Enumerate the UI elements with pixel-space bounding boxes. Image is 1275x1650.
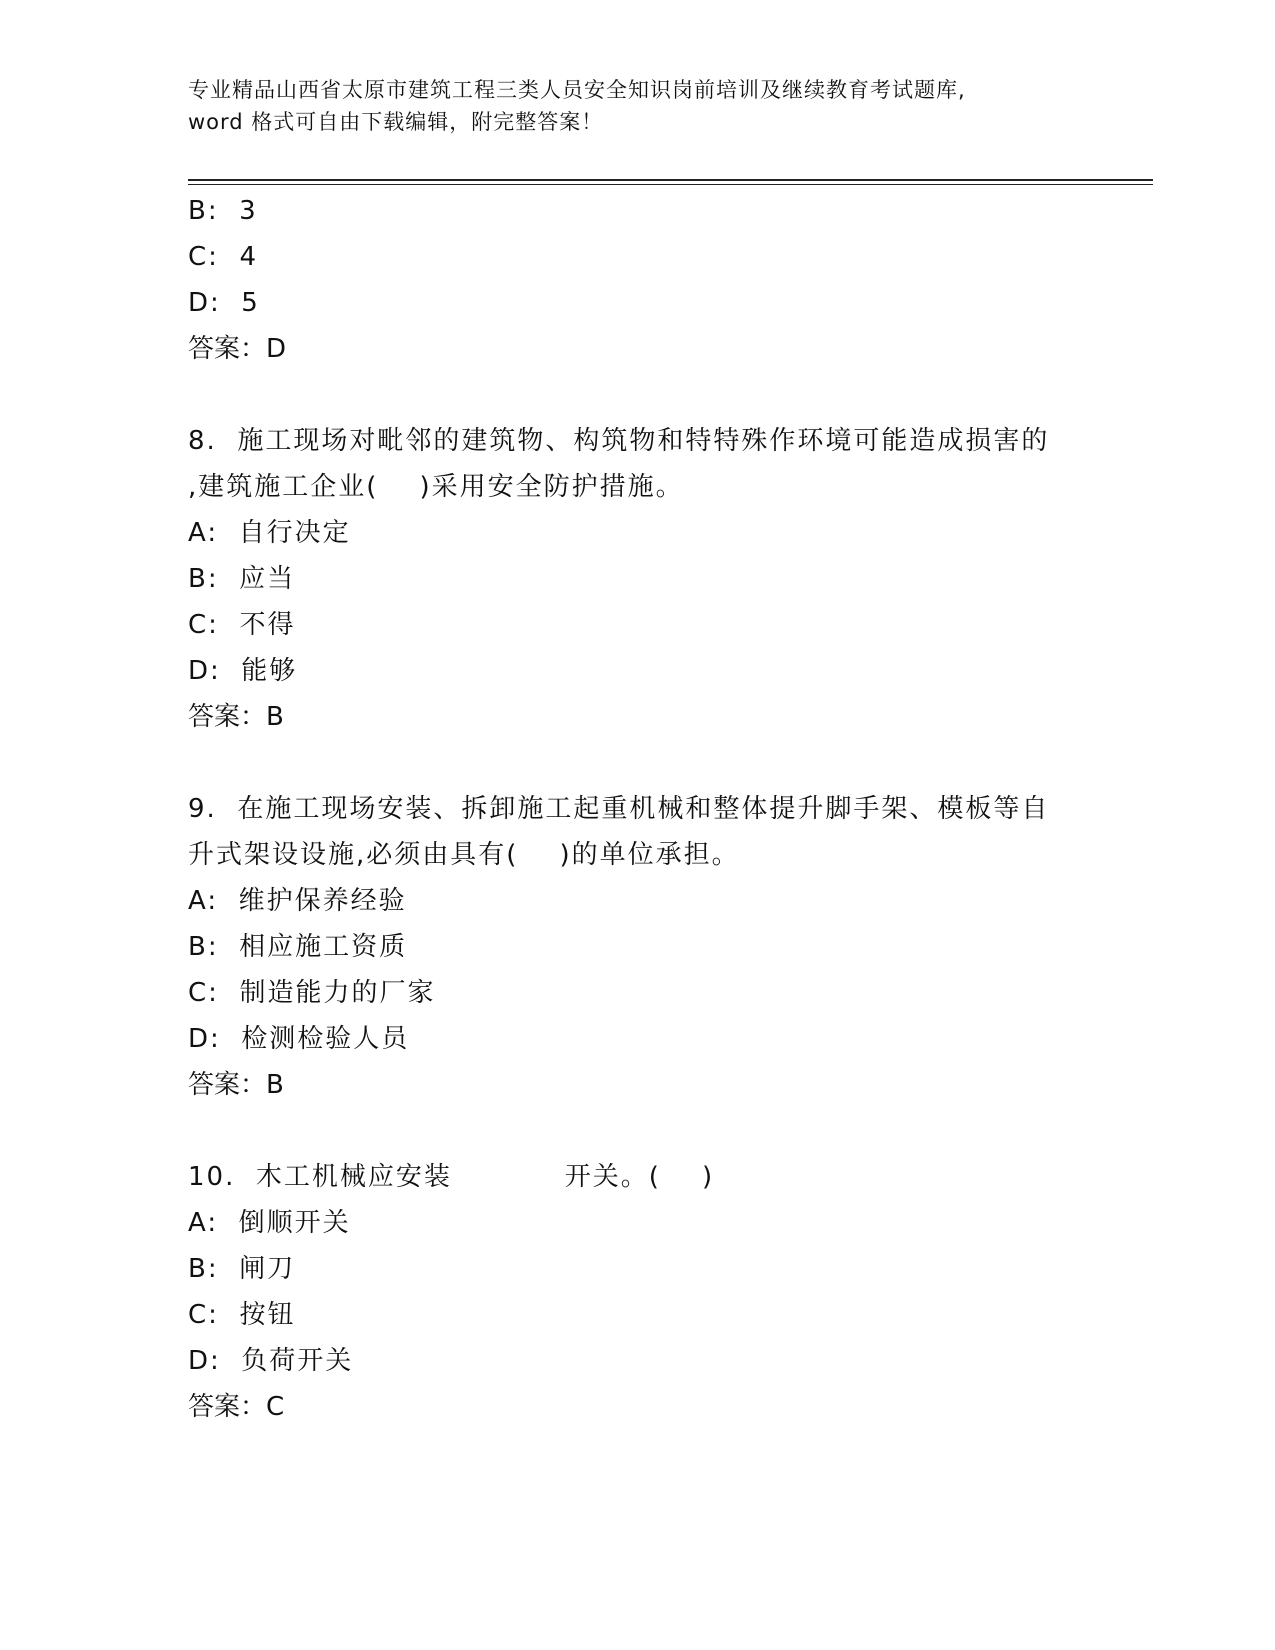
- question-text-cont: ,建筑施工企业( )采用安全防护措施。: [188, 472, 684, 502]
- option-b: B: 闸刀: [188, 1254, 296, 1284]
- document-header: [188, 74, 1088, 138]
- question-text: 9. 在施工现场安装、拆卸施工起重机械和整体提升脚手架、模板等自: [188, 794, 1050, 824]
- question-7: [188, 188, 1088, 372]
- question-text: 10. 木工机械应安装 开关。( ): [188, 1162, 715, 1192]
- option-a: A: 倒顺开关: [188, 1208, 351, 1238]
- option-c: C: 不得: [188, 610, 296, 640]
- option-b: B: 相应施工资质: [188, 932, 408, 962]
- question-10: [188, 1154, 1088, 1430]
- question-text-cont: 升式架设设施,必须由具有( )的单位承担。: [188, 840, 740, 870]
- header-divider-thin: [188, 184, 1153, 185]
- question-9: [188, 786, 1088, 1108]
- option-b: B: 应当: [188, 564, 296, 594]
- option-d: D: 5: [188, 288, 260, 318]
- option-c: C: 按钮: [188, 1300, 296, 1330]
- answer-label: 答案：B: [188, 702, 284, 732]
- option-a: A: 自行决定: [188, 518, 351, 548]
- question-8: [188, 418, 1088, 740]
- header-line-1: 专业精品山西省太原市建筑工程三类人员安全知识岗前培训及继续教育考试题库,: [188, 78, 966, 102]
- option-a: A: 维护保养经验: [188, 886, 407, 916]
- question-list: [188, 188, 1088, 1430]
- answer-label: 答案：D: [188, 334, 287, 364]
- header-divider: [188, 179, 1153, 181]
- option-d: D: 检测检验人员: [188, 1024, 410, 1054]
- spacer: [188, 1108, 1088, 1154]
- spacer: [188, 372, 1088, 418]
- spacer: [188, 740, 1088, 786]
- answer-label: 答案：B: [188, 1070, 284, 1100]
- answer-label: 答案：C: [188, 1392, 285, 1422]
- option-d: D: 能够: [188, 656, 298, 686]
- option-d: D: 负荷开关: [188, 1346, 354, 1376]
- option-b: B: 3: [188, 196, 258, 226]
- question-text: 8. 施工现场对毗邻的建筑物、构筑物和特特殊作环境可能造成损害的: [188, 426, 1050, 456]
- header-line-2: word 格式可自由下载编辑，附完整答案！: [188, 110, 604, 134]
- option-c: C: 4: [188, 242, 258, 272]
- option-c: C: 制造能力的厂家: [188, 978, 436, 1008]
